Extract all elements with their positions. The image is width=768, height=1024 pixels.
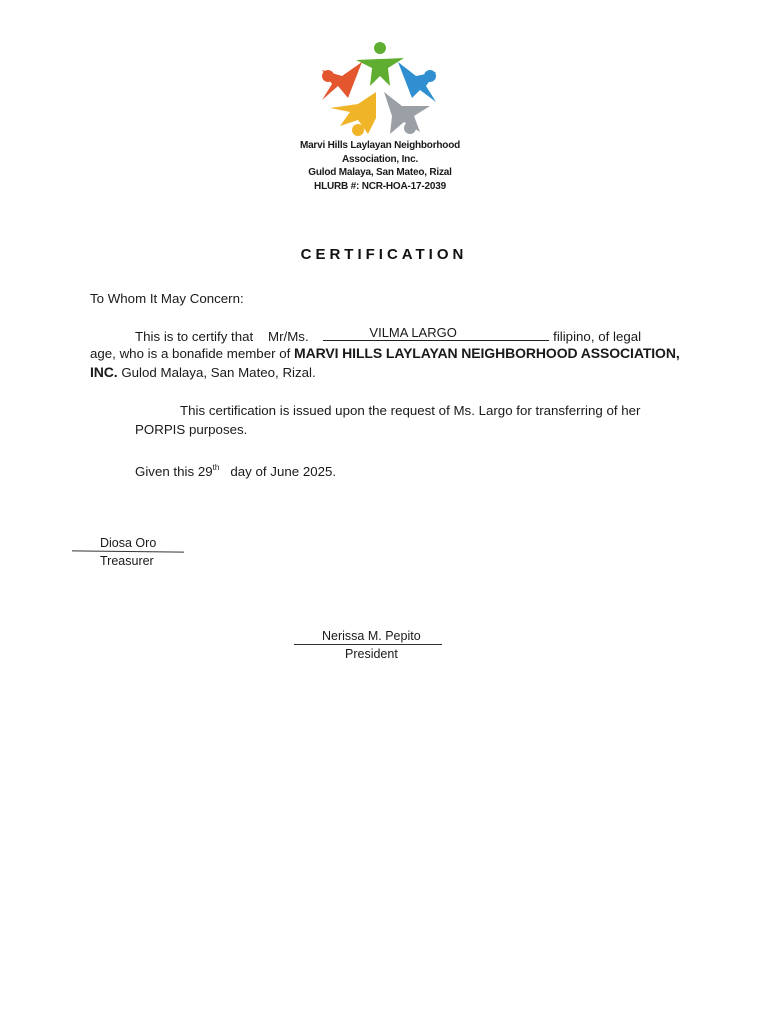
org-location: Gulod Malaya, San Mateo, Rizal.: [121, 365, 316, 380]
certify-member-of: age, who is a bonafide member of: [90, 346, 291, 361]
given-date: [135, 458, 336, 481]
org-name-bold-1: MARVI HILLS LAYLAYAN NEIGHBORHOOD ASSOCIATION,: [294, 345, 680, 361]
honorific: Mr/Ms.: [268, 329, 309, 344]
treasurer-signature-line: [72, 550, 184, 552]
certify-intro: This is to certify that: [135, 329, 254, 344]
org-name-line-1: Marvi Hills Laylayan Neighborhood: [299, 140, 461, 151]
certify-after-name: filipino, of legal: [553, 329, 642, 344]
certify-line-1: [135, 325, 641, 346]
president-title: President: [345, 647, 398, 661]
document-title: CERTIFICATION: [300, 246, 468, 263]
request-line-2: PORPIS purposes.: [135, 422, 248, 437]
salutation: To Whom It May Concern:: [90, 291, 244, 306]
given-month-year: day of June 2025.: [230, 464, 337, 479]
name-blank-line: [323, 325, 549, 341]
org-name-bold-2: INC.: [90, 364, 118, 380]
president-signature-line: [294, 644, 442, 645]
president-name: Nerissa M. Pepito: [322, 629, 421, 643]
org-address: Gulod Malaya, San Mateo, Rizal: [308, 167, 452, 178]
organization-logo-icon: [318, 40, 448, 138]
treasurer-name: Diosa Oro: [100, 536, 157, 550]
people-circle-logo-icon: [322, 42, 436, 136]
logo-figure-green-head: [374, 42, 386, 54]
logo-figure-green: [356, 58, 404, 86]
org-hlurb-number: HLURB #: NCR-HOA-17-2039: [314, 180, 446, 192]
member-name: VILMA LARGO: [369, 325, 457, 340]
certify-line-3: [90, 363, 316, 382]
treasurer-title: Treasurer: [100, 554, 154, 568]
day-suffix: th: [212, 463, 220, 472]
certify-line-2: [90, 344, 680, 363]
logo-figure-blue: [398, 62, 436, 102]
org-name-line-2: Association, Inc.: [341, 153, 419, 165]
organization-header: [290, 139, 470, 193]
given-day: Given this 29: [135, 464, 213, 479]
request-line-1: This certification is issued upon the request of Ms. Largo for transferring of her: [180, 403, 641, 418]
